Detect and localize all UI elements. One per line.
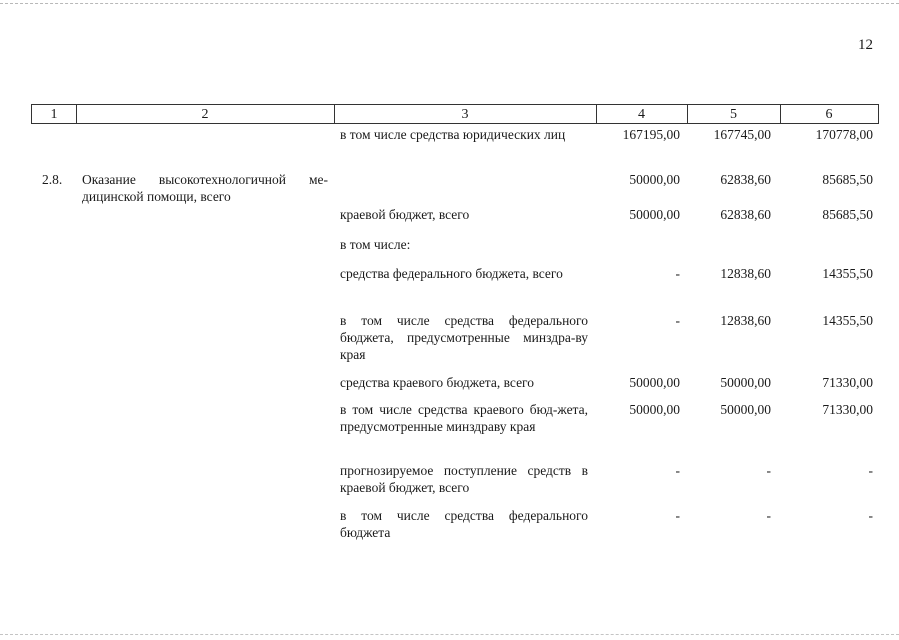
header-col-6: 6 (825, 107, 833, 122)
header-col-3: 3 (461, 107, 469, 122)
row-value-col4: 50000,00 (629, 375, 680, 390)
header-col-1: 1 (50, 107, 58, 122)
page-number: 12 (858, 37, 873, 53)
row-value-col4: 50000,00 (629, 207, 680, 222)
scan-edge-bottom (0, 634, 899, 635)
row-label: в том числе: (340, 237, 411, 252)
row-value-col5: 12838,60 (720, 266, 771, 281)
row-value-col6: 71330,00 (822, 375, 873, 390)
row-value-col5: 50000,00 (720, 375, 771, 390)
row-value-col4: - (675, 508, 680, 523)
row-value-col4: 50000,00 (629, 172, 680, 187)
row-value-col5: 62838,60 (720, 172, 771, 187)
row-label: средства краевого бюджета, всего (340, 375, 535, 390)
row-value-col5: - (766, 463, 771, 478)
row-label: в том числе средства краевого бюд-жета, предусмотренные минздраву края (340, 402, 588, 434)
row-value-col6: - (868, 463, 873, 478)
row-label: в том числе средства федерального бюджета (340, 508, 588, 540)
row-value-col4: 50000,00 (629, 402, 680, 417)
row-label: в том числе средства юридических лиц (340, 127, 566, 142)
row-value-col4: - (675, 266, 680, 281)
row-value-col5: 62838,60 (720, 207, 771, 222)
row-value-col5: 167745,00 (713, 127, 771, 142)
row-value-col6: 14355,50 (822, 266, 873, 281)
row-value-col6: - (868, 508, 873, 523)
row-value-col5: 50000,00 (720, 402, 771, 417)
row-label: прогнозируемое поступление средств в краевой бюджет, всего (340, 463, 588, 495)
header-col-5: 5 (730, 107, 737, 122)
section-code: 2.8. (42, 172, 63, 187)
table-header-row (31, 104, 879, 124)
header-col-2: 2 (201, 107, 209, 122)
row-value-col4: - (675, 463, 680, 478)
row-value-col6: 170778,00 (815, 127, 873, 142)
row-value-col4: - (675, 313, 680, 328)
row-value-col5: 12838,60 (720, 313, 771, 328)
row-value-col6: 85685,50 (822, 172, 873, 187)
row-value-col6: 85685,50 (822, 207, 873, 222)
row-label: краевой бюджет, всего (340, 207, 470, 222)
row-value-col6: 14355,50 (822, 313, 873, 328)
row-value-col5: - (766, 508, 771, 523)
header-col-4: 4 (638, 107, 645, 122)
row-label: в том числе средства федерального бюджета, предусмотренные минздра-ву края (340, 313, 588, 362)
row-value-col4: 167195,00 (622, 127, 680, 142)
row-value-col6: 71330,00 (822, 402, 873, 417)
scan-edge-top (0, 3, 899, 4)
section-title: Оказание высокотехнологичной ме-дицинской помощи, всего (82, 172, 328, 204)
row-label: средства федерального бюджета, всего (340, 266, 563, 281)
